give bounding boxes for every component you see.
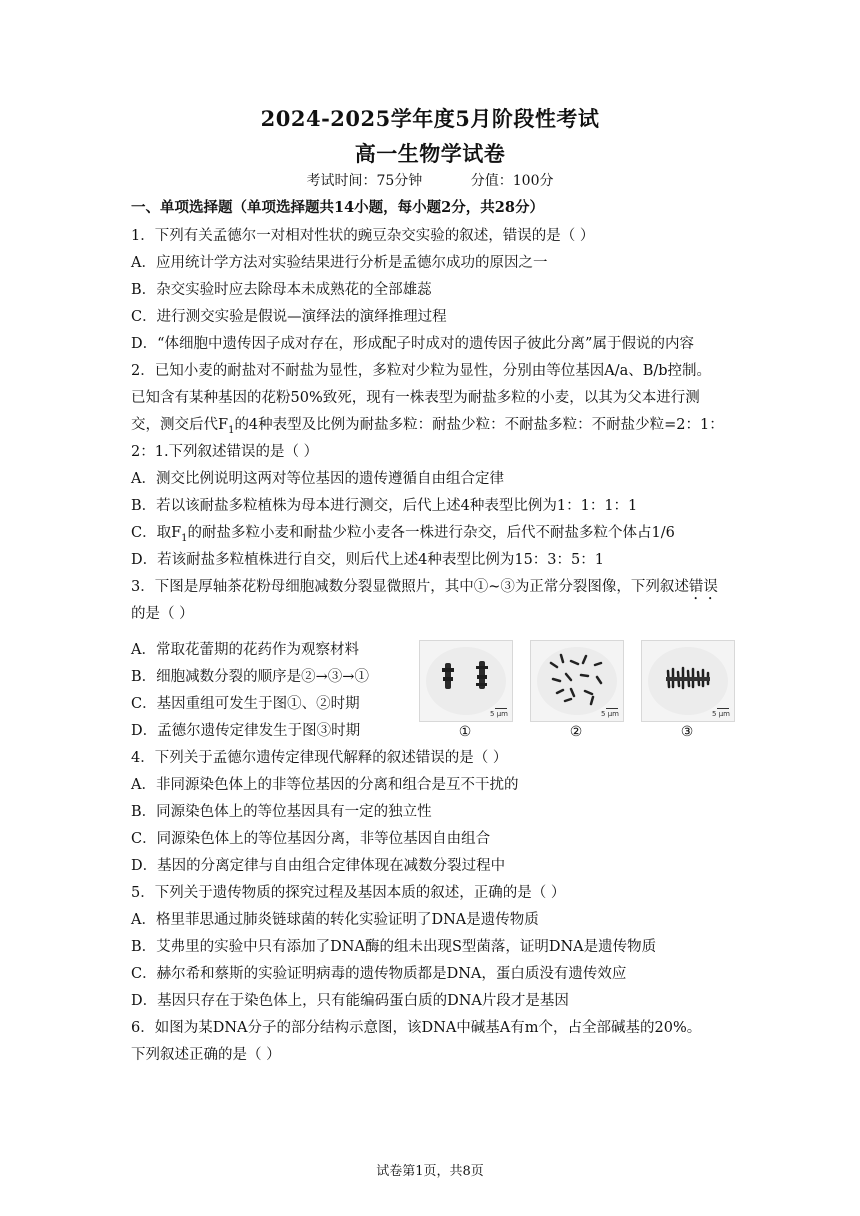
q4-option-d: D．基因的分离定律与自由组合定律体现在减数分裂过程中: [131, 858, 506, 874]
q6-line-1: 6．如图为某DNA分子的部分结构示意图，该DNA中碱基A有m个，占全部碱基的20%。: [131, 1020, 702, 1036]
q2-option-c-sub: 1: [181, 532, 188, 544]
micrograph-3-image: [642, 641, 734, 721]
exam-title: 2024-2025学年度5月阶段性考试: [260, 106, 600, 131]
q2-line-3: [131, 415, 724, 441]
q5-option-a: A．格里菲思通过肺炎链球菌的转化实验证明了DNA是遗传物质: [131, 912, 539, 928]
figure-label-3: ③: [680, 724, 694, 740]
q3-line-2: 的是（ ）: [131, 606, 194, 622]
q5-option-d: D．基因只存在于染色体上，只有能编码蛋白质的DNA片段才是基因: [131, 993, 569, 1009]
micrograph-2-image: [531, 641, 623, 721]
q4-option-a: A．非同源染色体上的非等位基因的分离和组合是互不干扰的: [131, 777, 519, 793]
micrograph-3: [641, 640, 735, 722]
q4-option-b: B．同源染色体上的等位基因具有一定的独立性: [131, 804, 432, 820]
micrograph-1: [419, 640, 513, 722]
scale-bar-2: [606, 708, 618, 709]
scale-label-3: 5 μm: [712, 710, 730, 718]
q2-option-b: B．若以该耐盐多粒植株为母本进行测交，后代上述4种表型比例为1：1：1：1: [131, 498, 638, 514]
exam-time: 考试时间：75分钟: [306, 173, 423, 189]
q3-option-d: D．孟德尔遗传定律发生于图③时期: [131, 723, 361, 739]
exam-score: 分值：100分: [470, 173, 554, 189]
scale-bar-3: [717, 708, 729, 709]
q3-line-1-pre: 3．下图是厚轴茶花粉母细胞减数分裂显微照片，其中①~③为正常分裂图像，下列叙述: [131, 579, 689, 595]
q2-option-c: [131, 523, 675, 549]
q5-stem: 5．下列关于遗传物质的探究过程及基因本质的叙述，正确的是（ ）: [131, 885, 566, 901]
q3-line-1: [131, 577, 718, 603]
q2-line-2: 已知含有某种基因的花粉50%致死，现有一株表型为耐盐多粒的小麦，以其为父本进行测: [131, 390, 700, 406]
q1-option-a: A．应用统计学方法对实验结果进行分析是孟德尔成功的原因之一: [131, 255, 548, 271]
q2-line-3-pre: 交，测交后代F: [131, 417, 229, 433]
figure-label-1: ①: [458, 724, 472, 740]
q2-option-d: D．若该耐盐多粒植株进行自交，则后代上述4种表型比例为15：3：5：1: [131, 552, 604, 568]
exam-meta: [0, 170, 860, 190]
q3-option-c: C．基因重组可发生于图①、②时期: [131, 696, 360, 712]
q4-option-c: C．同源染色体上的等位基因分离，非等位基因自由组合: [131, 831, 491, 847]
q3-option-b: B．细胞减数分裂的顺序是②→③→①: [131, 669, 369, 685]
q2-line-3-post: 的4种表型及比例为耐盐多粒：耐盐少粒：不耐盐多粒：不耐盐少粒=2：1：: [234, 417, 724, 433]
q2-option-a: A．测交比例说明这两对等位基因的遗传遵循自由组合定律: [131, 471, 504, 487]
q5-option-b: B．艾弗里的实验中只有添加了DNA酶的组未出现S型菌落，证明DNA是遗传物质: [131, 939, 657, 955]
q2-line-4: 2：1.下列叙述错误的是（ ）: [131, 444, 319, 460]
q1-option-c: C．进行测交实验是假说—演绎法的演绎推理过程: [131, 309, 447, 325]
q2-line-3-sub: 1: [228, 424, 235, 436]
figure-label-2: ②: [569, 724, 583, 740]
q5-option-c: C．赫尔希和蔡斯的实验证明病毒的遗传物质都是DNA，蛋白质没有遗传效应: [131, 966, 627, 982]
q2-option-c-pre: C．取F: [131, 525, 182, 541]
section-heading: 一、单项选择题（单项选择题共14小题，每小题2分，共28分）: [131, 199, 544, 216]
page-footer: 试卷第1页，共8页: [376, 1164, 484, 1179]
exam-subtitle: 高一生物学试卷: [354, 141, 506, 166]
q1-option-d: D．“体细胞中遗传因子成对存在，形成配子时成对的遗传因子彼此分离”属于假说的内容: [131, 336, 694, 352]
q1-option-b: B．杂交实验时应去除母本未成熟花的全部雄蕊: [131, 282, 432, 298]
q4-stem: 4．下列关于孟德尔遗传定律现代解释的叙述错误的是（ ）: [131, 750, 508, 766]
micrograph-figures: [419, 640, 729, 740]
scale-bar-1: [495, 708, 507, 709]
q2-option-c-post: 的耐盐多粒小麦和耐盐少粒小麦各一株进行杂交，后代不耐盐多粒个体占1/6: [187, 525, 675, 541]
micrograph-1-image: [420, 641, 512, 721]
scale-label-1: 5 μm: [490, 710, 508, 718]
q1-stem: 1．下列有关孟德尔一对相对性状的豌豆杂交实验的叙述，错误的是（ ）: [131, 228, 595, 244]
micrograph-2: [530, 640, 624, 722]
q6-line-2: 下列叙述正确的是（ ）: [131, 1047, 281, 1063]
scale-label-2: 5 μm: [601, 710, 619, 718]
q3-emphasis: 错误: [688, 579, 718, 595]
q3-option-a: A．常取花蕾期的花药作为观察材料: [131, 642, 359, 658]
q2-line-1: 2．已知小麦的耐盐对不耐盐为显性，多粒对少粒为显性，分别由等位基因A/a、B/b控制。: [131, 363, 712, 379]
